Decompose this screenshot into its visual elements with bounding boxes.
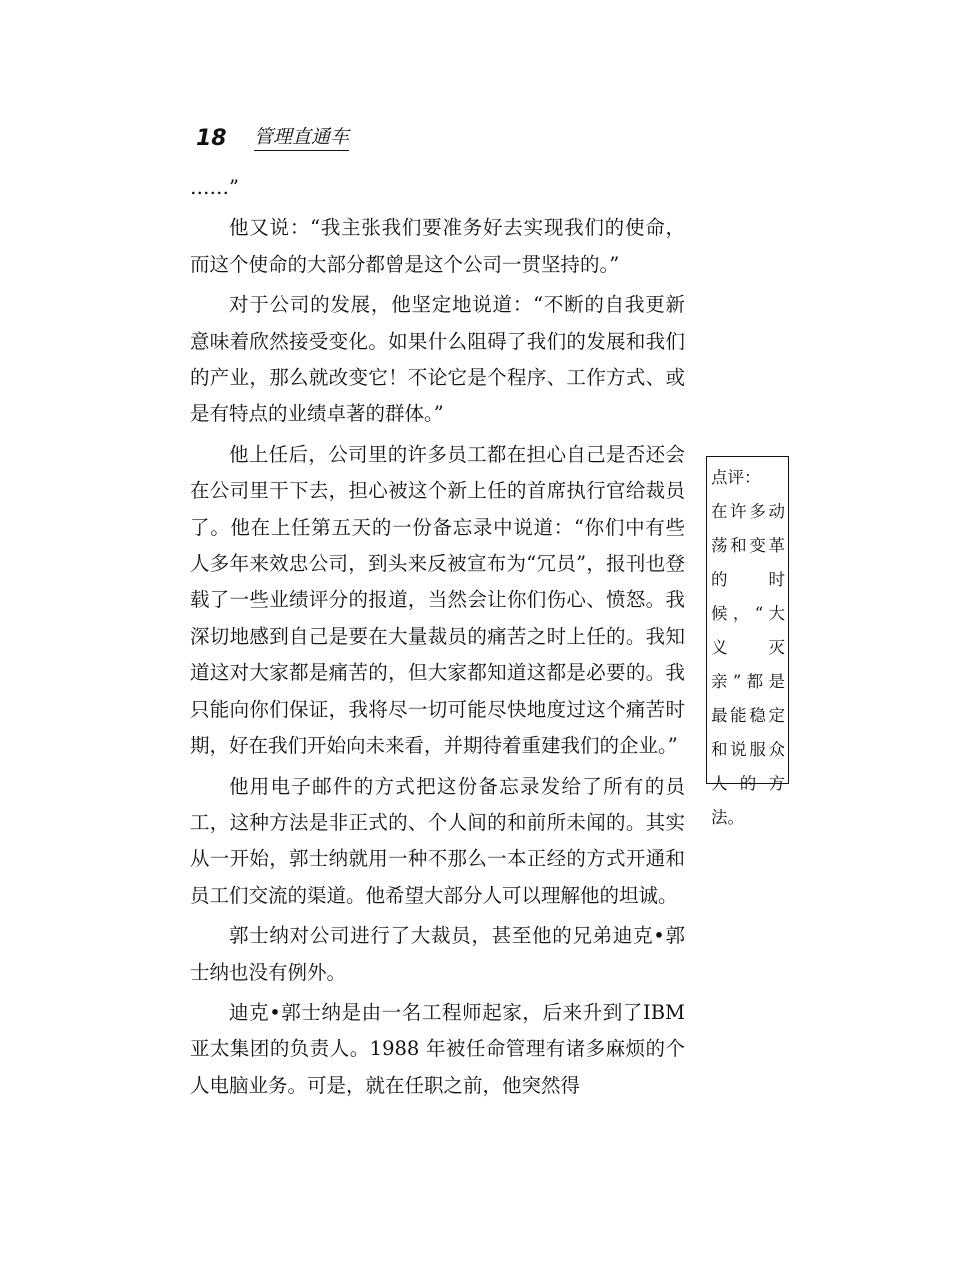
paragraph: 对于公司的发展，他坚定地说道：“不断的自我更新意味着欣然接受变化。如果什么阻碍了我们的发展和我们的产业，那么就改变它！不论它是个程序、工作方式、或是有特点的业绩卓著的群体。” xyxy=(190,293,685,426)
paragraph: 迪克•郭士纳是由一名工程师起家，后来升到了IBM 亚太集团的负责人。1988 年被任命管理有诸多麻烦的个人电脑业务。可是，就在任职之前，他突然得 xyxy=(190,1000,685,1097)
sidenote-title: 点评： xyxy=(711,468,761,487)
sidenote-box xyxy=(706,456,789,827)
paragraph: ……” xyxy=(190,176,239,199)
paragraph: 他上任后，公司里的许多员工都在担心自己是否还会在公司里干下去，担心被这个新上任的首席执行官给裁员了。他在上任第五天的一份备忘录中说道：“你们中有些人多年来效忠公司，到头来反被宣布为“冗员”，报刊也登载了一些业绩评分的报道，当然会让你们伤心、愤怒。我深切地感到自己是要在大量裁员的痛苦之时上任的。我知道这对大家都是痛苦的，但大家都知道这都是必要的。我只能向你们保证，我将尽一切可能尽快地度过这个痛苦时期，好在我们开始向未来看，并期待着重建我们的企业。” xyxy=(190,442,685,758)
running-title: 管理直通车 xyxy=(254,125,349,151)
sidenote-text: 在许多动荡和变革的时候，“大义灭亲”都是最能稳定和说服众人的方法。 xyxy=(711,502,785,827)
paragraph: 他用电子邮件的方式把这份备忘录发给了所有的员工，这种方法是非正式的、个人间的和前所未闻的。其实从一开始，郭士纳就用一种不那么一本正经的方式开通和员工们交流的渠道。他希望大部分人可以理解他的坦诚。 xyxy=(190,774,685,907)
paragraph: 他又说：“我主张我们要准务好去实现我们的使命，而这个使命的大部分都曾是这个公司一贯坚持的。” xyxy=(190,216,685,276)
body-text xyxy=(190,170,685,1108)
paragraph: 郭士纳对公司进行了大裁员，甚至他的兄弟迪克•郭士纳也没有例外。 xyxy=(190,924,685,984)
page-header xyxy=(196,118,349,158)
page-number: 18 xyxy=(196,125,227,151)
